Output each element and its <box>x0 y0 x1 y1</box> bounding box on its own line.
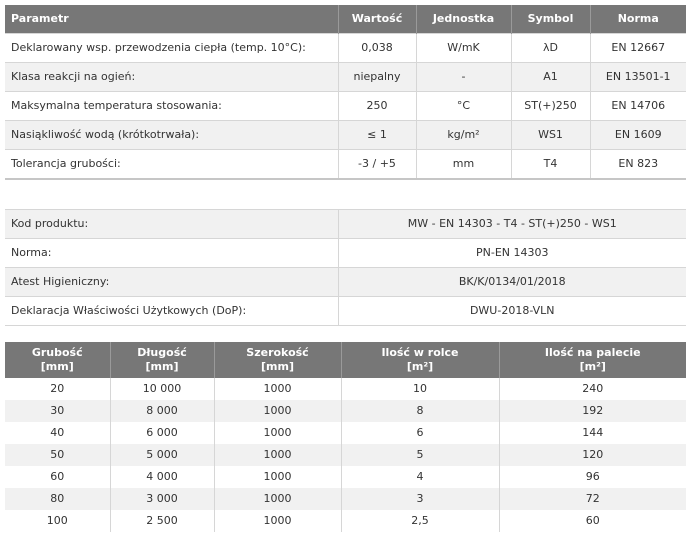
table-row <box>5 150 686 180</box>
cell-ilosc-na-palecie: 60 <box>585 514 600 527</box>
header-parametr: Parametr <box>5 5 338 34</box>
cell-szerokosc: 1000 <box>214 400 341 422</box>
info-value: PN-EN 14303 <box>338 239 686 268</box>
param-value: -3 / +5 <box>338 150 416 180</box>
param-norm: EN 14706 <box>590 92 686 121</box>
param-value: niepalny <box>338 63 416 92</box>
cell-dlugosc: 3 000 <box>110 488 214 510</box>
table-row <box>5 378 686 400</box>
info-label: Atest Higieniczny: <box>5 268 338 297</box>
cell-dlugosc: 5 000 <box>110 444 214 466</box>
info-value: DWU-2018-VLN <box>338 297 686 326</box>
table-row <box>5 210 686 239</box>
info-label: Norma: <box>5 239 338 268</box>
param-symbol: ST(+)250 <box>511 92 590 121</box>
param-symbol: A1 <box>511 63 590 92</box>
header-wartosc: Wartość <box>338 5 416 34</box>
param-name: Deklarowany wsp. przewodzenia ciepła (temp. 10°C): <box>5 34 338 63</box>
cell-szerokosc: 1000 <box>214 422 341 444</box>
cell-ilosc-na-palecie: 120 <box>499 444 686 466</box>
param-name: Nasiąkliwość wodą (krótkotrwała): <box>5 121 338 150</box>
cell-ilosc-w-rolce: 10 <box>341 378 499 400</box>
dimensions-header-row <box>5 342 686 378</box>
param-name: Klasa reakcji na ogień: <box>5 63 338 92</box>
info-value: BK/K/0134/01/2018 <box>338 268 686 297</box>
header-szerokosc <box>214 342 341 378</box>
param-unit: - <box>416 63 511 92</box>
cell-dlugosc: 8 000 <box>110 400 214 422</box>
cell-ilosc-na-palecie: 192 <box>499 400 686 422</box>
table-row <box>5 466 686 488</box>
param-unit: kg/m² <box>416 121 511 150</box>
header-unit: [mm] <box>145 360 179 373</box>
param-unit: °C <box>416 92 511 121</box>
param-name: Maksymalna temperatura stosowania: <box>5 92 338 121</box>
product-info-table <box>5 209 686 326</box>
table-row <box>5 239 686 268</box>
cell-dlugosc: 2 500 <box>110 510 214 532</box>
param-unit: mm <box>416 150 511 180</box>
cell-szerokosc: 1000 <box>214 510 341 532</box>
dimensions-table <box>5 342 686 532</box>
header-jednostka: Jednostka <box>416 5 511 34</box>
param-norm: EN 823 <box>590 150 686 180</box>
cell-ilosc-w-rolce: 4 <box>341 466 499 488</box>
param-symbol: WS1 <box>511 121 590 150</box>
header-unit: [m²] <box>406 360 434 373</box>
header-norma: Norma <box>590 5 686 34</box>
table-row <box>5 121 686 150</box>
param-value: 0,038 <box>338 34 416 63</box>
cell-dlugosc: 4 000 <box>110 466 214 488</box>
cell-grubosc: 60 <box>5 466 110 488</box>
header-line: Ilość na palecie <box>544 346 641 359</box>
cell-grubosc: 50 <box>5 444 110 466</box>
cell-ilosc-na-palecie: 72 <box>499 488 686 510</box>
param-name: Tolerancja grubości: <box>5 150 338 180</box>
param-symbol: λD <box>511 34 590 63</box>
table-row <box>5 92 686 121</box>
cell-grubosc: 20 <box>5 378 110 400</box>
header-line: Długość <box>137 346 187 359</box>
param-symbol: T4 <box>511 150 590 180</box>
cell-grubosc: 100 <box>5 510 110 532</box>
header-line: Szerokość <box>246 346 309 359</box>
cell-szerokosc: 1000 <box>214 488 341 510</box>
parameters-table <box>5 5 686 180</box>
cell-ilosc-w-rolce: 6 <box>341 422 499 444</box>
header-line: Ilość w rolce <box>381 346 459 359</box>
param-norm: EN 12667 <box>590 34 686 63</box>
cell-ilosc-na-palecie: 96 <box>585 470 600 483</box>
param-unit: W/mK <box>416 34 511 63</box>
header-dlugosc <box>110 342 214 378</box>
param-norm: EN 1609 <box>590 121 686 150</box>
parameters-header-row <box>5 5 686 34</box>
table-row <box>5 63 686 92</box>
cell-grubosc: 80 <box>5 488 110 510</box>
cell-ilosc-w-rolce: 2,5 <box>341 510 499 532</box>
header-unit: [m²] <box>579 360 606 373</box>
cell-ilosc-w-rolce: 3 <box>341 488 499 510</box>
table-row <box>5 422 686 444</box>
cell-dlugosc: 6 000 <box>110 422 214 444</box>
header-ilosc-na-palecie <box>499 342 686 378</box>
table-row <box>5 34 686 63</box>
header-unit: [mm] <box>261 360 294 373</box>
table-row <box>5 510 686 532</box>
cell-szerokosc: 1000 <box>214 378 341 400</box>
cell-grubosc: 40 <box>5 422 110 444</box>
cell-ilosc-na-palecie: 240 <box>582 382 604 395</box>
cell-ilosc-w-rolce: 8 <box>341 400 499 422</box>
header-grubosc <box>5 342 110 378</box>
info-value: MW - EN 14303 - T4 - ST(+)250 - WS1 <box>338 210 686 239</box>
param-norm: EN 13501-1 <box>590 63 686 92</box>
header-line: Grubość <box>31 346 83 359</box>
cell-ilosc-na-palecie: 144 <box>582 426 604 439</box>
header-unit: [mm] <box>40 360 74 373</box>
header-symbol: Symbol <box>511 5 590 34</box>
cell-grubosc: 30 <box>5 400 110 422</box>
table-row <box>5 297 686 326</box>
cell-szerokosc: 1000 <box>214 444 341 466</box>
cell-dlugosc: 10 000 <box>110 378 214 400</box>
table-row <box>5 488 686 510</box>
cell-ilosc-w-rolce: 5 <box>341 444 499 466</box>
table-row <box>5 444 686 466</box>
table-row <box>5 268 686 297</box>
header-ilosc-w-rolce <box>341 342 499 378</box>
info-label: Deklaracja Właściwości Użytkowych (DoP): <box>5 297 338 326</box>
info-label: Kod produktu: <box>5 210 338 239</box>
param-value: 250 <box>338 92 416 121</box>
table-row <box>5 400 686 422</box>
param-value: ≤ 1 <box>338 121 416 150</box>
cell-szerokosc: 1000 <box>214 466 341 488</box>
